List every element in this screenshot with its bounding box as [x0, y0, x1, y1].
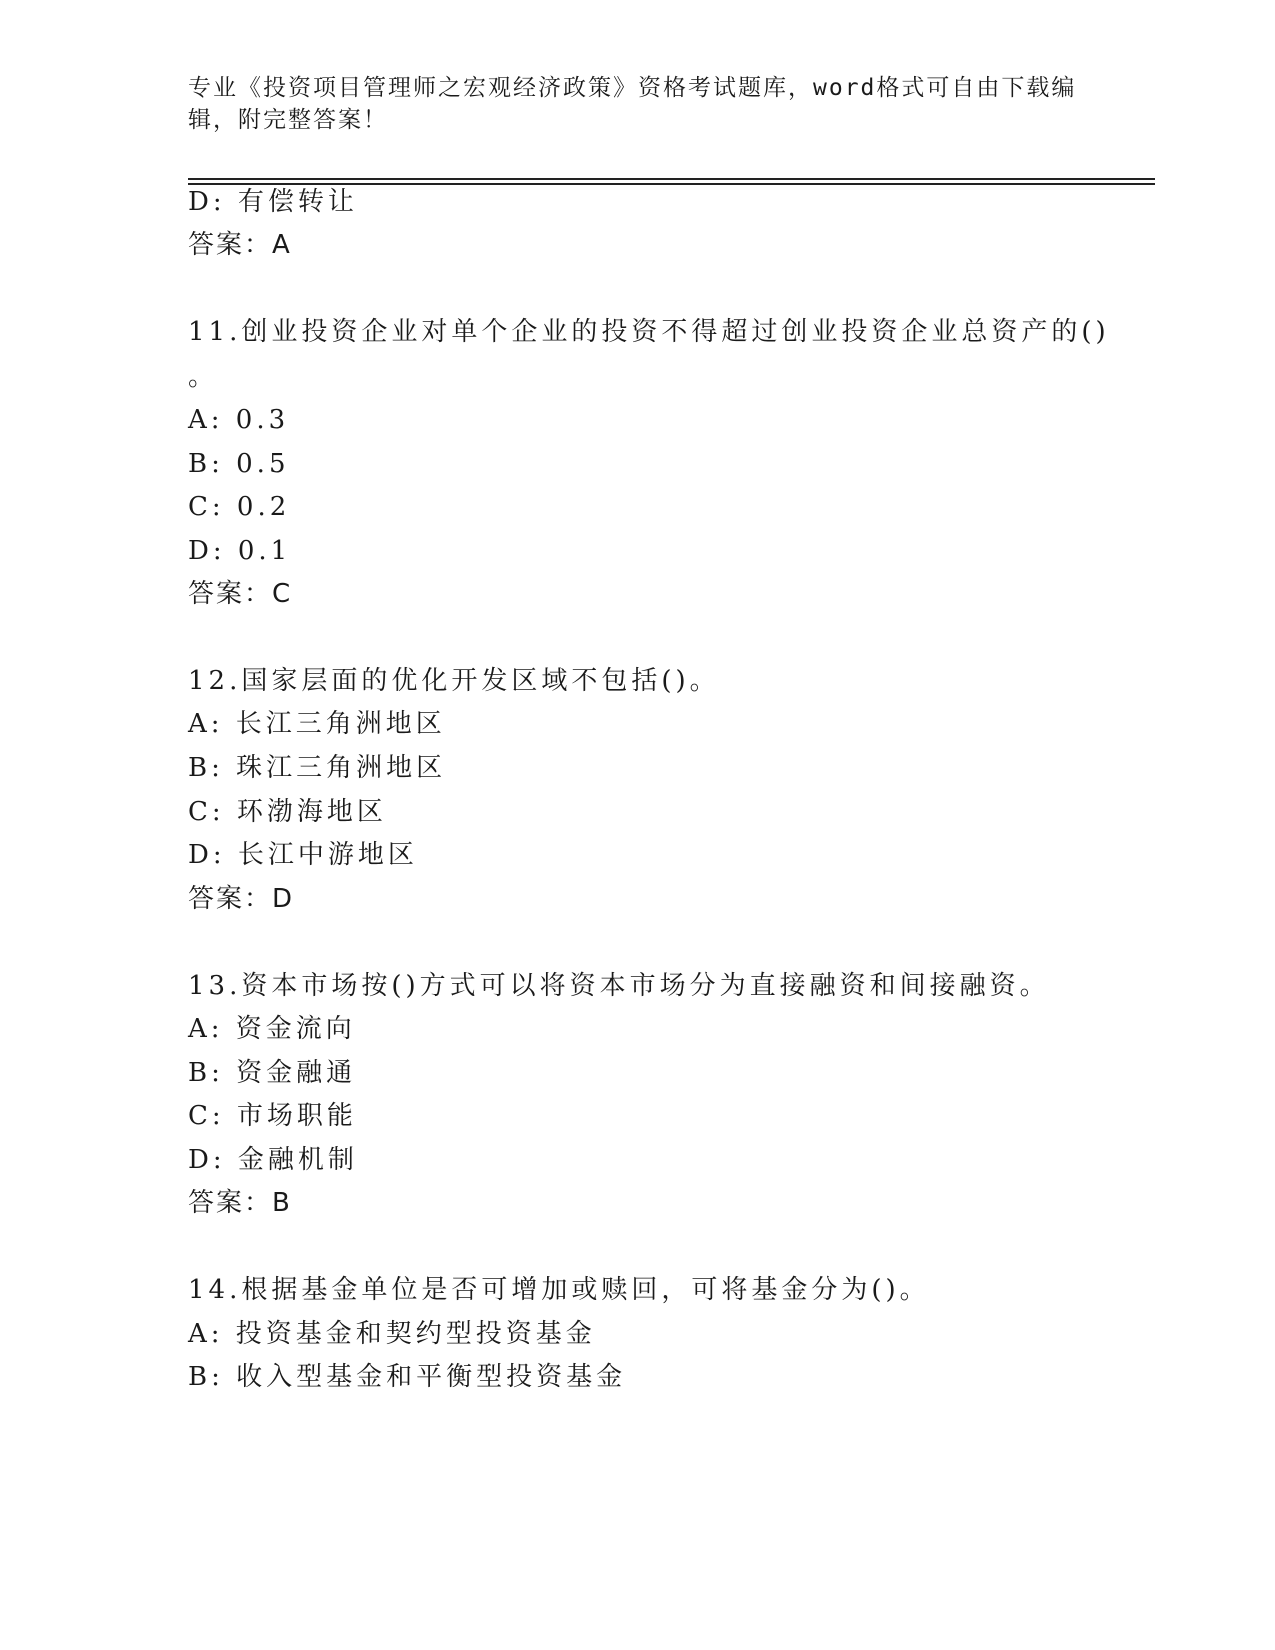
- question-stem-continued: 。: [188, 362, 219, 392]
- answer: 答案：B: [188, 1188, 292, 1218]
- option-a: A: 长江三角洲地区: [188, 709, 446, 739]
- option-c: C: 市场职能: [188, 1101, 357, 1131]
- option-a: A: 资金流向: [188, 1014, 356, 1044]
- question-stem: 11.创业投资企业对单个企业的投资不得超过创业投资企业总资产的(): [188, 317, 1110, 347]
- header-divider-top: [188, 178, 1155, 180]
- document-header: [188, 72, 1088, 136]
- answer: 答案：C: [188, 579, 293, 609]
- answer: 答案：D: [188, 884, 295, 914]
- option-b: B: 0.5: [188, 449, 290, 479]
- option-c: C: 0.2: [188, 492, 291, 522]
- question-stem: 12.国家层面的优化开发区域不包括()。: [188, 666, 720, 696]
- option-d: D: 金融机制: [188, 1145, 358, 1175]
- prev-answer: 答案：A: [188, 230, 292, 260]
- option-b: B: 收入型基金和平衡型投资基金: [188, 1362, 627, 1392]
- option-b: B: 珠江三角洲地区: [188, 753, 447, 783]
- question-stem: 14.根据基金单位是否可增加或赎回，可将基金分为()。: [188, 1275, 930, 1305]
- question-stem: 13.资本市场按()方式可以将资本市场分为直接融资和间接融资。: [188, 971, 1050, 1001]
- prev-option-d: D: 有偿转让: [188, 187, 358, 217]
- option-b: B: 资金融通: [188, 1058, 357, 1088]
- option-a: A: 投资基金和契约型投资基金: [188, 1319, 596, 1349]
- option-d: D: 0.1: [188, 536, 292, 566]
- option-a: A: 0.3: [188, 405, 290, 435]
- option-d: D: 长江中游地区: [188, 840, 418, 870]
- header-line-1: 专业《投资项目管理师之宏观经济政策》资格考试题库，word格式可自由下载编: [188, 75, 1077, 101]
- header-line-2: 辑，附完整答案！: [188, 107, 388, 133]
- option-c: C: 环渤海地区: [188, 797, 387, 827]
